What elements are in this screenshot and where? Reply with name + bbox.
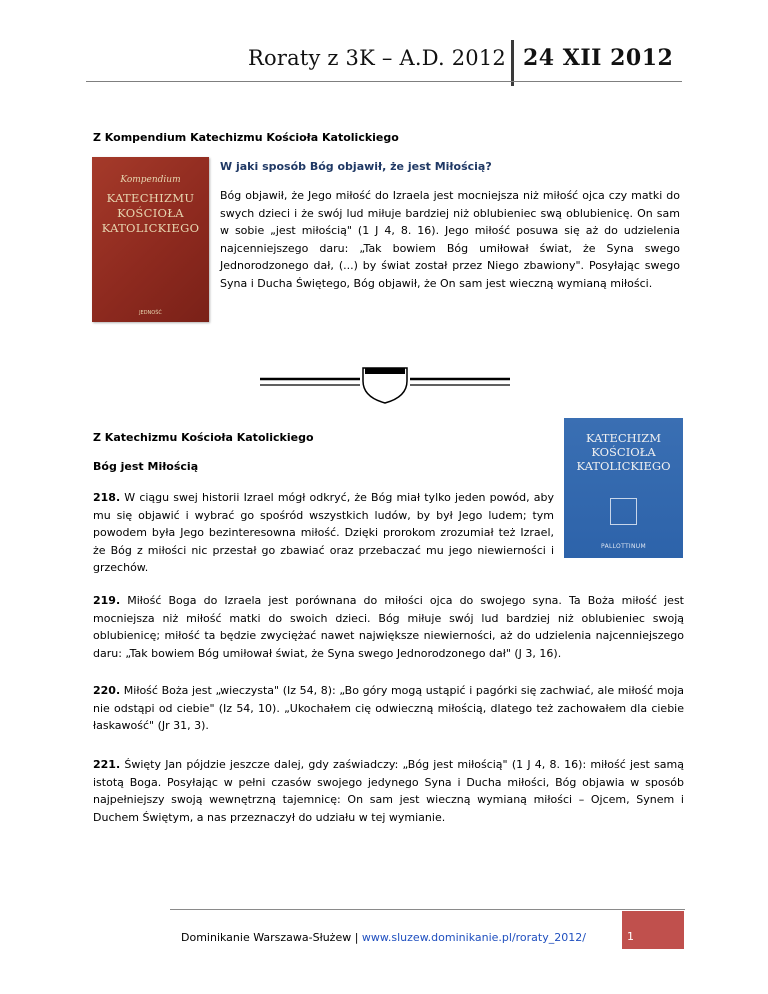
book2-title — [564, 431, 683, 473]
section2-subtitle: Bóg jest Miłością — [93, 460, 199, 473]
page-number-box — [622, 911, 684, 949]
paragraph-number: 219. — [93, 594, 121, 607]
book2-publisher: PALLOTTINUM — [601, 543, 646, 550]
header-title: Roraty z 3K – A.D. 2012 — [248, 46, 506, 70]
paragraph-text: W ciągu swej historii Izrael mógł odkryć, że Bóg miał tylko jeden powód, aby mu się objawić i wybrać go spośród wszystkich ludów, by był Jego ludem; tym powodem była Jego bezinteresowna miłość. Dzięki prorokom zrozumiał też Izrael, że Bóg z miłości nic przestał go zbawiać oraz przebaczać mu jego niewierności i grzechów. — [93, 491, 554, 574]
paragraph-text: Miłość Boża jest „wieczysta" (Iz 54, 8): „Bo góry mogą ustąpić i pagórki się zachwiać, ale miłość moja nie odstąpi od ciebie" (Iz 54, 10). „Ukochałem cię odwieczną miłością, dlatego też zachowałem dla ciebie łaskawość" (Jr 31, 3). — [93, 684, 684, 732]
header-separator — [511, 40, 514, 86]
header-rule — [86, 81, 682, 82]
book2-line1: KATECHIZM — [585, 431, 661, 445]
page-header — [0, 38, 768, 88]
book1-line3: KOŚCIOŁA — [117, 206, 184, 220]
book1-title — [92, 191, 209, 236]
book2-line2: KOŚCIOŁA — [591, 445, 656, 459]
paragraph-221 — [93, 756, 684, 826]
header-date: 24 XII 2012 — [523, 45, 674, 71]
page-number: 1 — [627, 930, 634, 943]
paragraph-text: Miłość Boga do Izraela jest porównana do miłości ojca do swojego syna. Ta Boża miłość jest mocniejsza niż miłość matki do swoich dzieci. Bóg miłuje swój lud bardziej niż oblubieniec swoją oblubienicę; miłość ta będzie zwyciężać nawet największe niewierności, aż do udzielenia najcenniejszego daru: „Tak bowiem Bóg umiłował świat, że Syna swego Jednorodzonego dał" (J 3, 16). — [93, 594, 684, 660]
shield-top-band — [365, 368, 405, 374]
book1-line4: KATOLICKIEGO — [101, 221, 200, 235]
book1-line2: KATECHIZMU — [106, 191, 195, 205]
paragraph-218 — [93, 489, 554, 577]
paragraph-number: 218. — [93, 491, 121, 504]
katechizm-book-cover — [564, 418, 683, 558]
question-answer: Bóg objawił, że Jego miłość do Izraela jest mocniejsza niż miłość ojca czy matki do swych dzieci i że swój lud miłuje bardziej niż oblubieniec swą oblubienicę. On sam w sobie „jest miłością" (1 J 4, 8. 16). Jego miłość posuwa się aż do udzielenia najcenniejszego daru: „Tak bowiem Bóg umiłował świat, że Syna swego Jednorodzonego dał, (...) by świat został przez Niego zbawiony". Posyłając swego Syna i Ducha Świętego, Bóg objawił, że On sam jest wieczną wymianą miłości. — [220, 189, 680, 290]
paragraph-text: Święty Jan pójdzie jeszcze dalej, gdy zaświadczy: „Bóg jest miłością" (1 J 4, 8. 16): miłość jest samą istotą Boga. Posyłając w pełni czasów swojego jedynego Syna i Ducha miłości, Bóg objawia w sposób najpełniejszy swoją wewnętrzną tajemnicę: On sam jest wieczną wymianą miłości – Ojcem, Synem i Duchem Świętym, a nas przeznaczył do udziału w tej wymianie. — [93, 758, 685, 824]
footer-link[interactable]: www.sluzew.dominikanie.pl/roraty_2012/ — [361, 931, 586, 944]
book2-line3: KATOLICKIEGO — [576, 459, 671, 473]
book1-line1: Kompendium — [120, 175, 181, 185]
book1-publisher: JEDNOŚĆ — [139, 310, 162, 316]
ornamental-divider — [260, 365, 510, 405]
paragraph-219 — [93, 592, 684, 662]
kompendium-book-cover — [92, 157, 209, 322]
footer-rule — [170, 909, 685, 910]
paragraph-number: 221. — [93, 758, 121, 771]
section1-title: Z Kompendium Katechizmu Kościoła Katolickiego — [93, 131, 399, 144]
paragraph-220 — [93, 682, 684, 735]
paragraph-number: 220. — [93, 684, 121, 697]
footer-text — [181, 931, 586, 944]
emblem-icon — [610, 498, 637, 525]
section2-title: Z Katechizmu Kościoła Katolickiego — [93, 431, 314, 444]
footer-org: Dominikanie Warszawa-Służew | — [181, 931, 362, 944]
question-title: W jaki sposób Bóg objawił, że jest Miłością? — [220, 160, 492, 173]
